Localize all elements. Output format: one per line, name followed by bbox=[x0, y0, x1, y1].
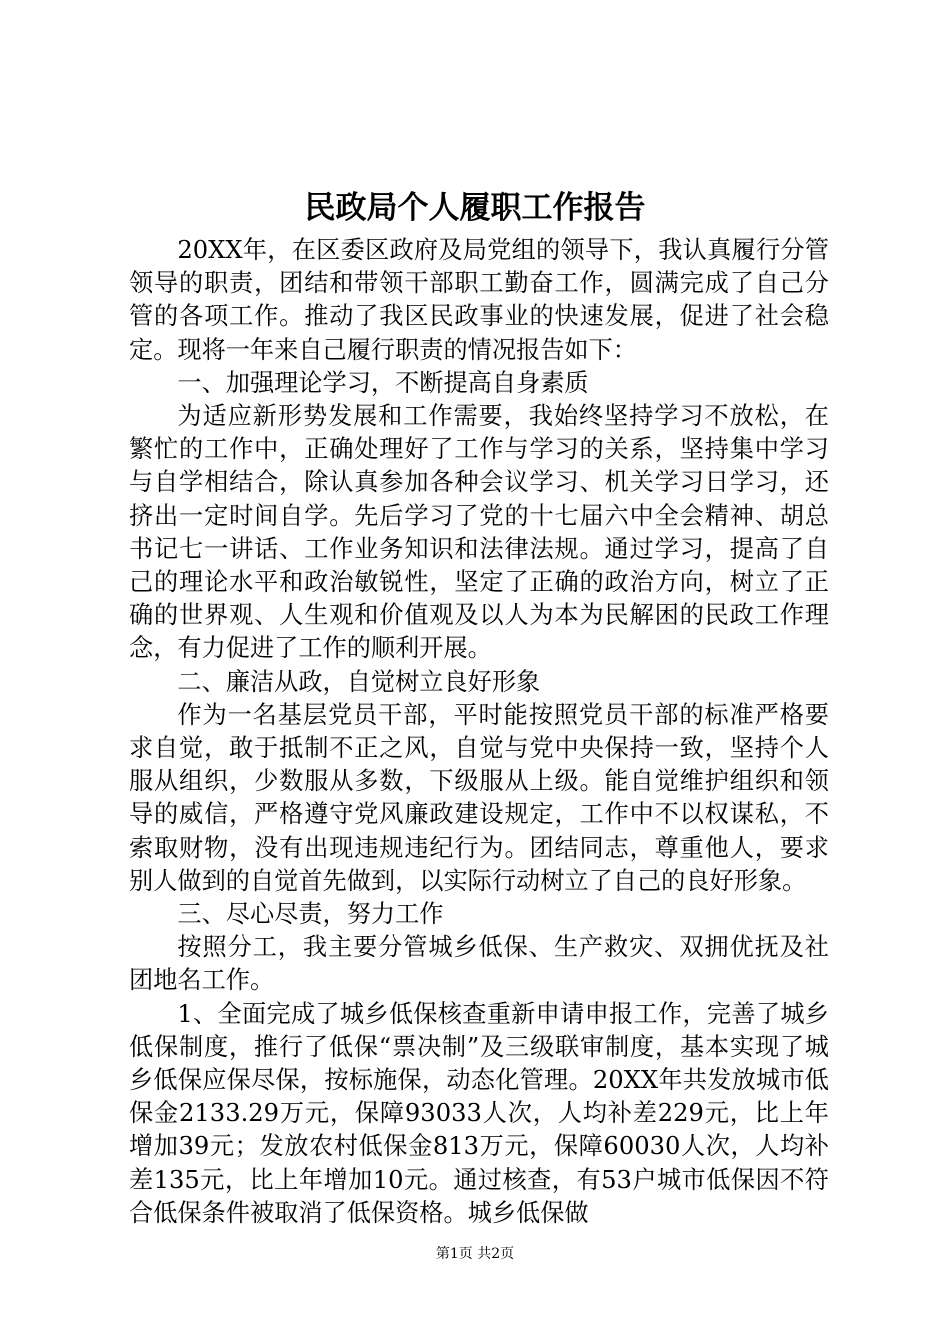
document-title: 民政局个人履职工作报告 bbox=[304, 190, 646, 226]
document-body bbox=[129, 234, 829, 1230]
section-heading-3: 三、尽心尽责，努力工作 bbox=[177, 900, 444, 929]
paragraph: 作为一名基层党员干部，平时能按照党员干部的标准严格要求自觉，敢于抵制不正之风，自觉与党中央保持一致，坚持个人服从组织，少数服从多数，下级服从上级。能自觉维护组织和领导的威信，严格遵守党风廉政建设规定，工作中不以权谋私，不索取财物，没有出现违规违纪行为。团结同志，尊重他人，要求别人做到的自觉首先做到，以实际行动树立了自己的良好形象。 bbox=[129, 700, 829, 895]
section-heading-2: 二、廉洁从政，自觉树立良好形象 bbox=[177, 667, 541, 696]
page-number-footer: 第1页 共2页 bbox=[435, 1246, 515, 1262]
paragraph: 为适应新形势发展和工作需要，我始终坚持学习不放松，在繁忙的工作中，正确处理好了工作与学习的关系，坚持集中学习与自学相结合，除认真参加各种会议学习、机关学习日学习，还挤出一定时间自学。先后学习了党的十七届六中全会精神、胡总书记七一讲话、工作业务知识和法律法规。通过学习，提高了自己的理论水平和政治敏锐性，坚定了正确的政治方向，树立了正确的世界观、人生观和价值观及以人为本为民解困的民政工作理念，有力促进了工作的顺利开展。 bbox=[129, 402, 829, 663]
section-heading-1: 一、加强理论学习，不断提高自身素质 bbox=[177, 368, 589, 397]
paragraph: 1、全面完成了城乡低保核查重新申请申报工作，完善了城乡低保制度，推行了低保“票决制”及三级联审制度，基本实现了城乡低保应保尽保，按标施保，动态化管理。20XX年共发放城市低保金2133.29万元，保障93033人次，人均补差229元，比上年增加39元；发放农村低保金813万元，保障60030人次，人均补差135元，比上年增加10元。通过核查，有53户城市低保因不符合低保条件被取消了低保资格。城乡低保做 bbox=[129, 999, 829, 1227]
intro-paragraph: 20XX年，在区委区政府及局党组的领导下，我认真履行分管领导的职责，团结和带领干部职工勤奋工作，圆满完成了自己分管的各项工作。推动了我区民政事业的快速发展，促进了社会稳定。现将一年来自己履行职责的情况报告如下： bbox=[129, 236, 829, 364]
paragraph: 按照分工，我主要分管城乡低保、生产救灾、双拥优抚及社团地名工作。 bbox=[129, 933, 829, 995]
